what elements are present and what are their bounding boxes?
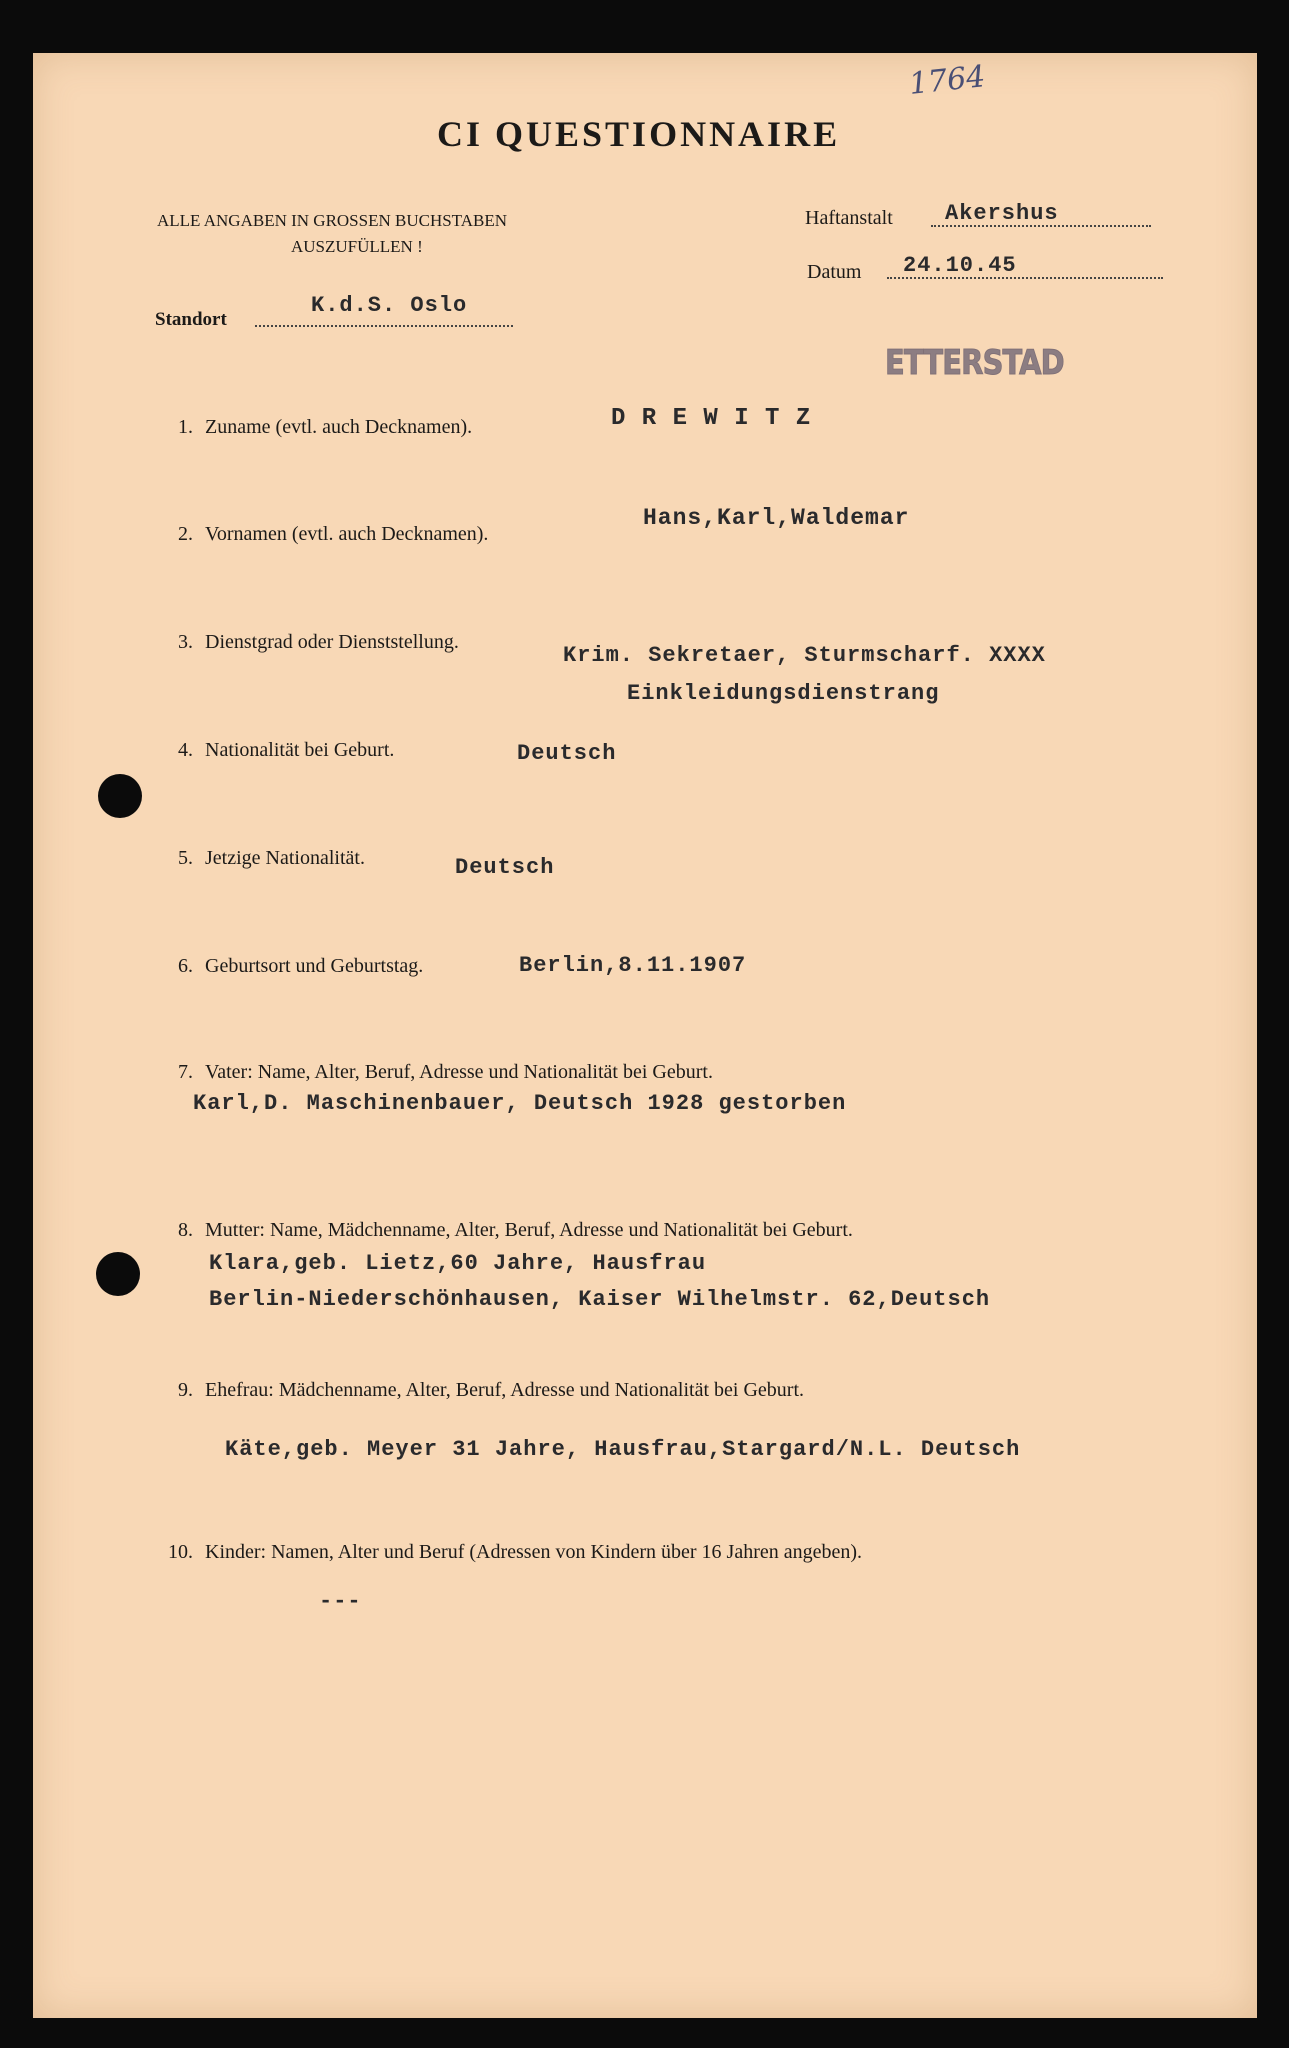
question-8-answer: Klara,geb. Lietz,60 Jahre, Hausfrau bbox=[209, 1251, 707, 1276]
question-text: Nationalität bei Geburt. bbox=[205, 739, 395, 761]
instruction-line-2: AUSZUFÜLLEN ! bbox=[291, 237, 423, 256]
question-text: Mutter: Name, Mädchenname, Alter, Beruf, Adresse und Nationalität bei Geburt. bbox=[205, 1219, 853, 1241]
standort-label: Standort bbox=[155, 309, 227, 330]
question-number: 6. bbox=[178, 955, 193, 977]
question-10-label bbox=[153, 1541, 862, 1564]
question-3-answer-line-2: Einkleidungsdienstrang bbox=[627, 681, 940, 706]
question-number: 2. bbox=[178, 523, 193, 545]
etterstad-stamp: ETTERSTAD bbox=[885, 343, 1064, 383]
standort-line bbox=[255, 325, 513, 327]
punch-hole-bottom bbox=[96, 1252, 140, 1296]
question-10-answer: --- bbox=[319, 1589, 362, 1614]
question-8-answer-line-2: Berlin-Niederschönhausen, Kaiser Wilhelmstr. 62,Deutsch bbox=[209, 1287, 991, 1312]
question-text: Vornamen (evtl. auch Decknamen). bbox=[205, 523, 489, 545]
question-2-label bbox=[153, 523, 488, 546]
question-number: 8. bbox=[178, 1219, 193, 1241]
question-6-answer: Berlin,8.11.1907 bbox=[519, 953, 747, 978]
question-number: 9. bbox=[178, 1379, 193, 1401]
question-7-answer: Karl,D. Maschinenbauer, Deutsch 1928 gestorben bbox=[193, 1091, 847, 1116]
question-3-label bbox=[153, 631, 459, 654]
question-4-answer: Deutsch bbox=[517, 741, 617, 766]
question-1-answer: D R E W I T Z bbox=[611, 405, 812, 432]
question-number: 4. bbox=[178, 739, 193, 761]
page-title: CI QUESTIONNAIRE bbox=[437, 114, 841, 154]
instruction-line-1: ALLE ANGABEN IN GROSSEN BUCHSTABEN bbox=[157, 211, 507, 230]
question-text: Geburtsort und Geburtstag. bbox=[205, 955, 424, 977]
questionnaire-page bbox=[33, 53, 1257, 2018]
question-5-label bbox=[153, 847, 365, 870]
question-number: 3. bbox=[178, 631, 193, 653]
question-text: Jetzige Nationalität. bbox=[205, 847, 365, 869]
question-8-label bbox=[153, 1219, 853, 1242]
datum-label: Datum bbox=[807, 261, 862, 283]
question-9-label bbox=[153, 1379, 804, 1402]
question-6-label bbox=[153, 955, 423, 978]
haftanstalt-label: Haftanstalt bbox=[805, 207, 893, 229]
question-text: Vater: Name, Alter, Beruf, Adresse und Nationalität bei Geburt. bbox=[205, 1061, 713, 1083]
question-text: Zuname (evtl. auch Decknamen). bbox=[205, 416, 473, 438]
question-1-label bbox=[153, 416, 472, 439]
question-number: 10. bbox=[168, 1541, 193, 1563]
datum-value: 24.10.45 bbox=[903, 253, 1017, 278]
question-5-answer: Deutsch bbox=[455, 855, 555, 880]
question-text: Kinder: Namen, Alter und Beruf (Adressen von Kindern über 16 Jahren angeben). bbox=[205, 1541, 863, 1563]
handwritten-file-number: 1764 bbox=[907, 59, 987, 102]
question-text: Ehefrau: Mädchenname, Alter, Beruf, Adresse und Nationalität bei Geburt. bbox=[205, 1379, 805, 1401]
question-9-answer: Käte,geb. Meyer 31 Jahre, Hausfrau,Stargard/N.L. Deutsch bbox=[225, 1437, 1021, 1462]
question-7-label bbox=[153, 1061, 713, 1084]
question-3-answer: Krim. Sekretaer, Sturmscharf. XXXX bbox=[563, 643, 1046, 668]
haftanstalt-value: Akershus bbox=[945, 201, 1059, 226]
question-text: Dienstgrad oder Dienststellung. bbox=[205, 631, 459, 653]
question-number: 5. bbox=[178, 847, 193, 869]
question-2-answer: Hans,Karl,Waldemar bbox=[643, 505, 910, 531]
question-number: 7. bbox=[178, 1061, 193, 1083]
question-number: 1. bbox=[178, 416, 193, 438]
punch-hole-top bbox=[98, 774, 142, 818]
question-4-label bbox=[153, 739, 394, 762]
standort-value: K.d.S. Oslo bbox=[311, 293, 468, 318]
